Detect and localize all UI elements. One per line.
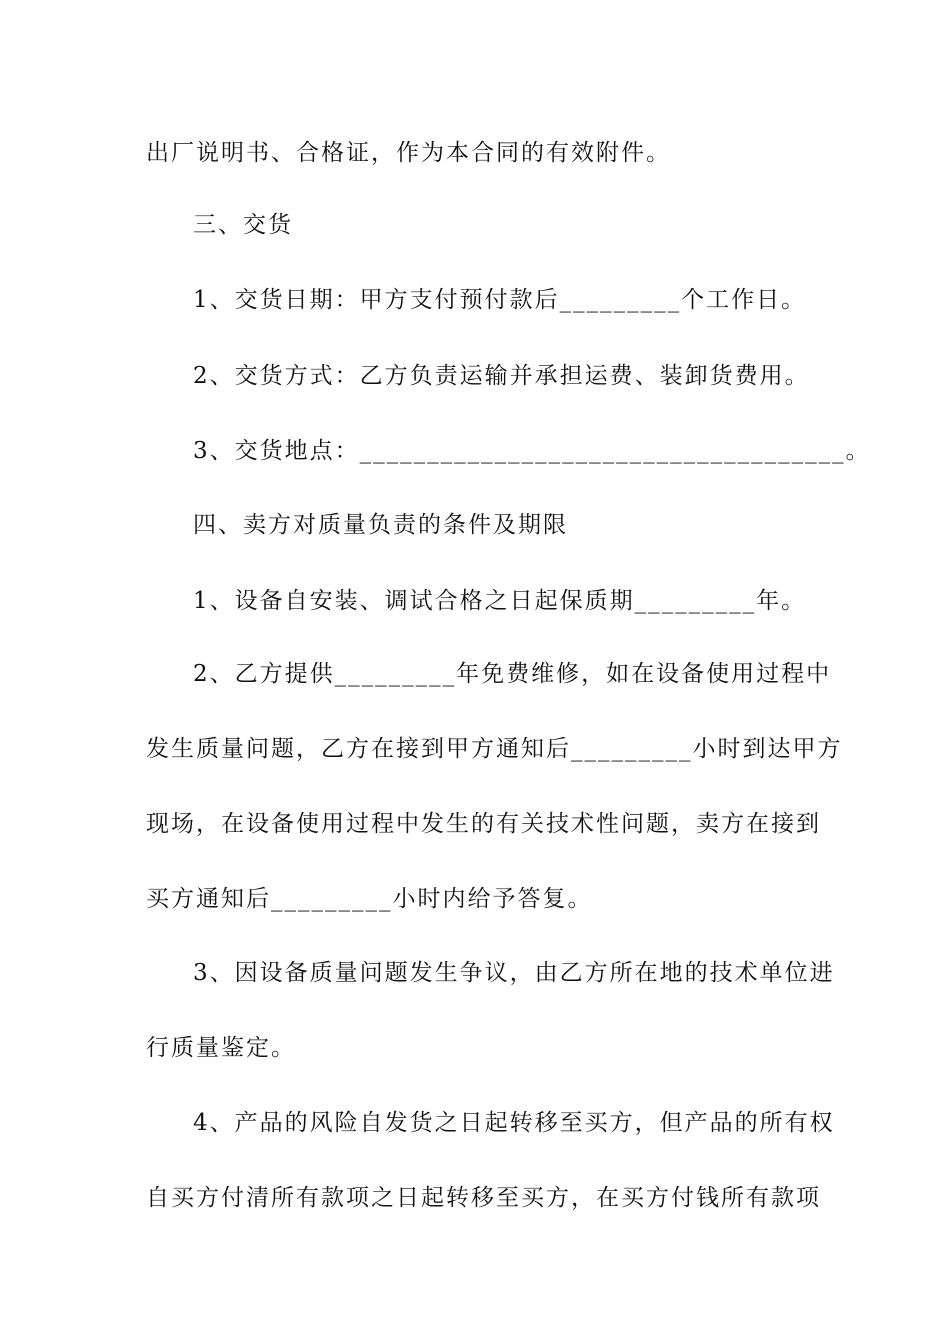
section-heading-quality: 四、卖方对质量负责的条件及期限	[193, 512, 568, 538]
clause-delivery-date: 1、交货日期：甲方支付预付款后_________个工作日。	[193, 287, 807, 313]
clause-risk-transfer: 4、产品的风险自发货之日起转移至买方，但产品的所有权	[193, 1110, 835, 1136]
clause-quality-dispute: 3、因设备质量问题发生争议，由乙方所在地的技术单位进	[193, 960, 835, 986]
section-heading-delivery: 三、交货	[193, 212, 293, 238]
paragraph-line: 出厂说明书、合格证，作为本合同的有效附件。	[146, 140, 671, 166]
clause-free-repair: 2、乙方提供_________年免费维修，如在设备使用过程中	[193, 661, 832, 687]
clause-delivery-method: 2、交货方式：乙方负责运输并承担运费、装卸货费用。	[193, 363, 810, 389]
paragraph-line: 发生质量问题，乙方在接到甲方通知后_________小时到达甲方	[146, 736, 843, 762]
clause-warranty-period: 1、设备自安装、调试合格之日起保质期_________年。	[193, 588, 807, 614]
paragraph-line: 行质量鉴定。	[146, 1035, 296, 1061]
paragraph-line: 现场，在设备使用过程中发生的有关技术性问题，卖方在接到	[146, 811, 821, 837]
clause-delivery-location: 3、交货地点：____________________________________。	[193, 438, 871, 464]
paragraph-line: 买方通知后_________小时内给予答复。	[146, 886, 593, 912]
paragraph-line: 自买方付清所有款项之日起转移至买方，在买方付钱所有款项	[146, 1185, 821, 1211]
